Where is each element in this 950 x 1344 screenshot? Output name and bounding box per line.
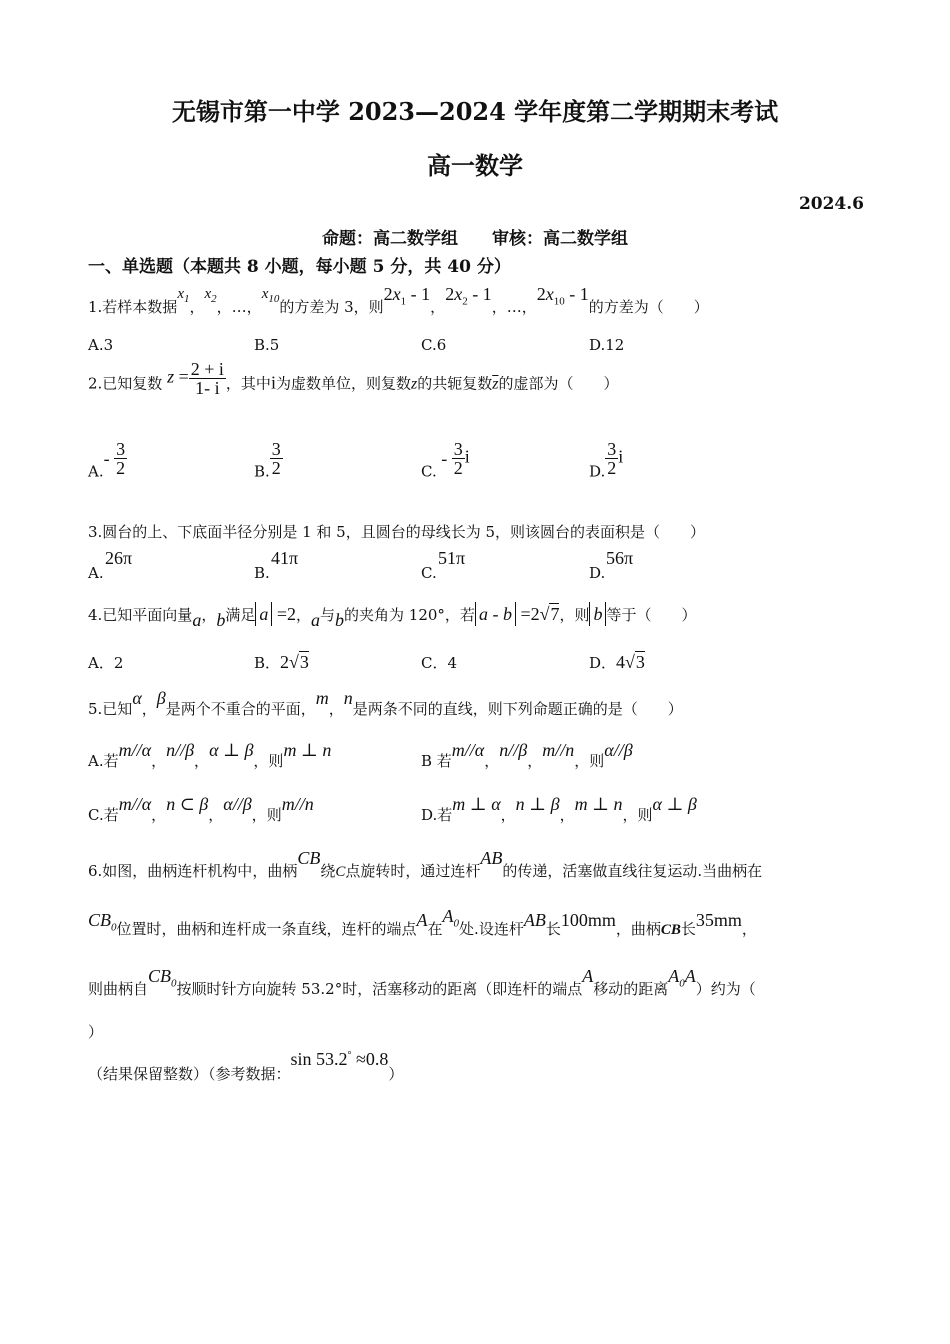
q6-text-2d: 长	[545, 920, 561, 938]
question-6-line-5	[88, 1046, 403, 1084]
q2-mid2: 为虚数单位，则复数	[275, 374, 411, 393]
q4-option-a[interactable]	[88, 652, 123, 673]
q4-math-abs-b: b	[589, 602, 606, 626]
q6-math-cb2: CB	[660, 922, 681, 938]
q6-text-1c: 点旋转时，通过连杆	[345, 862, 481, 880]
q6-math-cb: CB	[297, 848, 321, 868]
q5-option-d-label: D.若	[421, 806, 453, 824]
q6-math-a-2: A	[582, 966, 594, 986]
q3-option-d-value: 56π	[606, 548, 634, 568]
q6-text-2e: ，曲柄	[615, 920, 661, 938]
q1-math-x1: $x_1$	[177, 286, 190, 305]
q6-text-3d: ）约为（	[695, 980, 756, 998]
q6-math-a0a: $A_0A$	[668, 966, 696, 990]
q6-math-ab: AB	[480, 848, 503, 868]
q3-option-c-value: 51π	[438, 548, 466, 568]
question-5: 5.已知α，β是两个不重合的平面，m，n是两条不同的直线，则下列命题正确的是（ ）	[88, 688, 683, 718]
q4-option-c[interactable]	[421, 652, 457, 673]
q5-option-a[interactable]: A.若m//α，n//β，α ⊥ β，则m ⊥ n	[88, 740, 332, 770]
q5-option-d[interactable]: D.若m ⊥ α，n ⊥ β，m ⊥ n，则α ⊥ β	[421, 794, 697, 824]
q2-option-b-math: $\frac{3}{2}$	[271, 439, 281, 478]
q2-math-z2: z	[410, 375, 418, 393]
q5-option-d-then: 则	[637, 806, 653, 824]
q2-mid3: 的共轭复数	[417, 374, 493, 393]
q6-math-35mm: 35mm	[695, 910, 742, 930]
q2-math-fraction: $\frac{2 + i}{1- i}$	[190, 359, 224, 398]
q3-option-c-label: C.	[421, 564, 437, 582]
q3-option-b[interactable]	[254, 548, 299, 582]
q2-suffix: 的虚部为（ ）	[498, 374, 619, 393]
q1-option-d[interactable]: D.12	[589, 336, 625, 354]
q2-option-a-math: $\frac{3}{2}$	[116, 439, 126, 478]
q3-option-a-value: 26π	[105, 548, 133, 568]
q6-text-3a: 则曲柄自	[88, 980, 149, 998]
q4-option-c-label: C．4	[421, 654, 458, 672]
q4-math-abs-diff: a - b	[475, 602, 516, 626]
q5-option-b-label: B 若	[421, 752, 452, 770]
q2-option-d[interactable]: D. $\frac{3}{2}$ i	[589, 439, 624, 481]
q1-suffix: 的方差为（ ）	[588, 298, 709, 316]
q6-math-cb0-2: $CB_0$	[148, 966, 177, 990]
q5-math-beta: β	[156, 688, 166, 708]
q6-text-1a: 6.如图，曲柄连杆机构中，曲柄	[88, 862, 298, 880]
q1-option-b[interactable]: B.5	[254, 336, 280, 354]
q1-prefix: 1.若样本数据	[88, 298, 178, 316]
q6-text-2a: 位置时，曲柄和连杆成一条直线，连杆的端点	[116, 920, 417, 938]
q5-option-c-label: C.若	[88, 806, 119, 824]
q2-math-i: i	[270, 372, 276, 393]
q5-math-n: n	[343, 688, 353, 708]
q4-option-b-label: B．	[254, 654, 281, 672]
q5-option-a-label: A.若	[88, 752, 119, 770]
q5-prefix: 5.已知	[88, 700, 133, 718]
q6-text-2c: 处.设连杆	[459, 920, 524, 938]
q2-option-c-math: $\frac{3}{2}$	[453, 439, 463, 478]
q6-text-3c: 移动的距离	[593, 980, 669, 998]
q3-option-d[interactable]	[589, 548, 634, 582]
q4-mid2: 与	[320, 606, 336, 624]
q2-option-d-label: D.	[589, 462, 606, 481]
question-6-line-3	[88, 966, 756, 999]
q4-mid4: ，则	[559, 606, 590, 624]
q5-option-a-then: 则	[268, 752, 284, 770]
q4-math-a2: a	[311, 610, 321, 630]
section-heading: 一、单选题（本题共 8 小题，每小题 5 分，共 40 分）	[88, 257, 511, 277]
q4-option-a-label: A．2	[88, 654, 124, 672]
q5-option-b[interactable]: B 若m//α，n//β，m//n，则α//β	[421, 740, 633, 770]
q5-option-b-then: 则	[589, 752, 605, 770]
exam-date: 2024.6	[798, 194, 864, 214]
q5-math-m: m	[315, 688, 329, 708]
q3-option-b-label: B.	[254, 564, 270, 582]
authors-line: 命题：高二数学组 审核：高二数学组	[322, 229, 628, 249]
q6-text-5b: ）	[388, 1065, 404, 1083]
q6-math-ab2: AB	[523, 910, 546, 930]
question-6-line-1	[88, 848, 762, 882]
q4-option-b[interactable]: B．2√3	[254, 652, 309, 672]
q4-option-d-label: D．	[589, 654, 617, 672]
q2-mid: ，其中	[225, 374, 271, 393]
q4-math-b2: b	[335, 610, 345, 630]
q3-option-d-label: D.	[589, 564, 606, 582]
q6-text-3b: 按顺时针方向旋转 53.2°时，活塞移动的距离（即连杆的端点	[176, 980, 583, 998]
q5-mid1: 是两个不重合的平面，	[165, 700, 316, 718]
q2-option-c-label: C.	[421, 462, 437, 481]
q5-option-c[interactable]: C.若m//α，n ⊂ β，α//β，则m//n	[88, 794, 314, 824]
q1-mid: 的方差为 3，则	[279, 298, 384, 316]
q4-math-abs-a: a	[255, 602, 272, 626]
q5-option-c-then: 则	[266, 806, 282, 824]
q2-option-b[interactable]	[254, 440, 283, 481]
q4-mid3: 的夹角为 120°，若	[344, 606, 475, 624]
q1-option-a[interactable]: A.3	[88, 336, 114, 354]
q3-option-c[interactable]	[421, 548, 466, 582]
q6-math-cb0: $CB_0$	[88, 910, 117, 934]
q4-mid1: 满足	[225, 606, 256, 624]
q6-text-1b: 绕	[320, 862, 336, 880]
question-2: 2.已知复数 z = $\frac{2 + i}{1- i}$ ，其中i为虚数单位，则复数z的共轭复数$\overline{z}$的虚部为（ ）	[88, 359, 619, 398]
q2-option-b-label: B.	[254, 462, 270, 481]
q1-math-2x10: $2x_{10} - 1$	[536, 284, 589, 308]
q2-prefix: 2.已知复数	[88, 374, 163, 393]
q1-math-x10: $x_{10}$	[261, 286, 280, 305]
question-4: 4.已知平面向量a，b满足 a =2，a与b的夹角为 120°，若 a - b =2√7，则 b 等于（ ）	[88, 604, 697, 630]
q1-math-2x1: $2x_1 - 1$	[383, 284, 431, 308]
q2-option-a-label: A.	[88, 462, 104, 481]
q1-option-c[interactable]: C.6	[421, 336, 447, 354]
q6-math-c: C	[335, 864, 346, 880]
q4-option-d[interactable]: D．4√3	[589, 652, 645, 672]
q4-prefix: 4.已知平面向量	[88, 606, 193, 624]
q4-math-a: a	[192, 610, 202, 630]
q6-text-2f: 长	[680, 920, 696, 938]
q6-text-2b: 在	[427, 920, 443, 938]
q5-math-alpha: α	[132, 688, 142, 708]
q1-math-x2: $x_2$	[204, 286, 217, 305]
q1-math-2x2: $2x_2 - 1$	[445, 284, 492, 308]
q5-mid2: 是两条不同的直线，则下列命题正确的是（ ）	[352, 700, 683, 718]
question-6-line-2: $CB_0$位置时，曲柄和连杆成一条直线，连杆的端点A在$A_0$处.设连杆AB长100mm，曲柄CB长35mm，	[88, 906, 757, 938]
exam-title: 无锡市第一中学 2023—2024 学年度第二学期期末考试	[171, 97, 779, 126]
exam-subtitle: 高一数学	[427, 151, 523, 180]
question-1: 1.若样本数据$x_1$，$x_2$，…，$x_{10}$的方差为 3，则$2x_1 - 1$，$2x_2 - 1$，…，$2x_{10} - 1$的方差为（ ）	[88, 284, 709, 316]
q6-text-5a: （结果保留整数）（参考数据：	[88, 1065, 291, 1083]
q4-suffix: 等于（ ）	[606, 606, 697, 624]
q3-option-a[interactable]	[88, 548, 133, 582]
q2-math-zbar: $\overline{z}$	[492, 375, 499, 393]
q2-option-a[interactable]: A.- $\frac{3}{2}$	[88, 439, 126, 481]
q6-text-1d: 的传递，活塞做直线往复运动.当曲柄在	[502, 862, 763, 880]
q6-math-100mm: 100mm	[560, 910, 616, 930]
q6-math-a: A	[416, 910, 428, 930]
q4-math-b: b	[216, 610, 226, 630]
q2-math-z: z	[167, 366, 175, 387]
q6-math-a0: $A_0$	[442, 906, 460, 930]
q6-math-sin: sin 53.2° ≈0.8	[290, 1049, 389, 1069]
q3-option-b-value: 41π	[271, 548, 299, 568]
q2-option-d-math: $\frac{3}{2}$	[607, 439, 617, 478]
question-3: 3.圆台的上、下底面半径分别是 1 和 5，且圆台的母线长为 5，则该圆台的表面积是（ ）	[88, 523, 706, 541]
q2-option-c[interactable]: C. - $\frac{3}{2}$ i	[421, 439, 470, 481]
q3-option-a-label: A.	[88, 564, 104, 582]
question-6-line-4: ）	[88, 1023, 104, 1041]
